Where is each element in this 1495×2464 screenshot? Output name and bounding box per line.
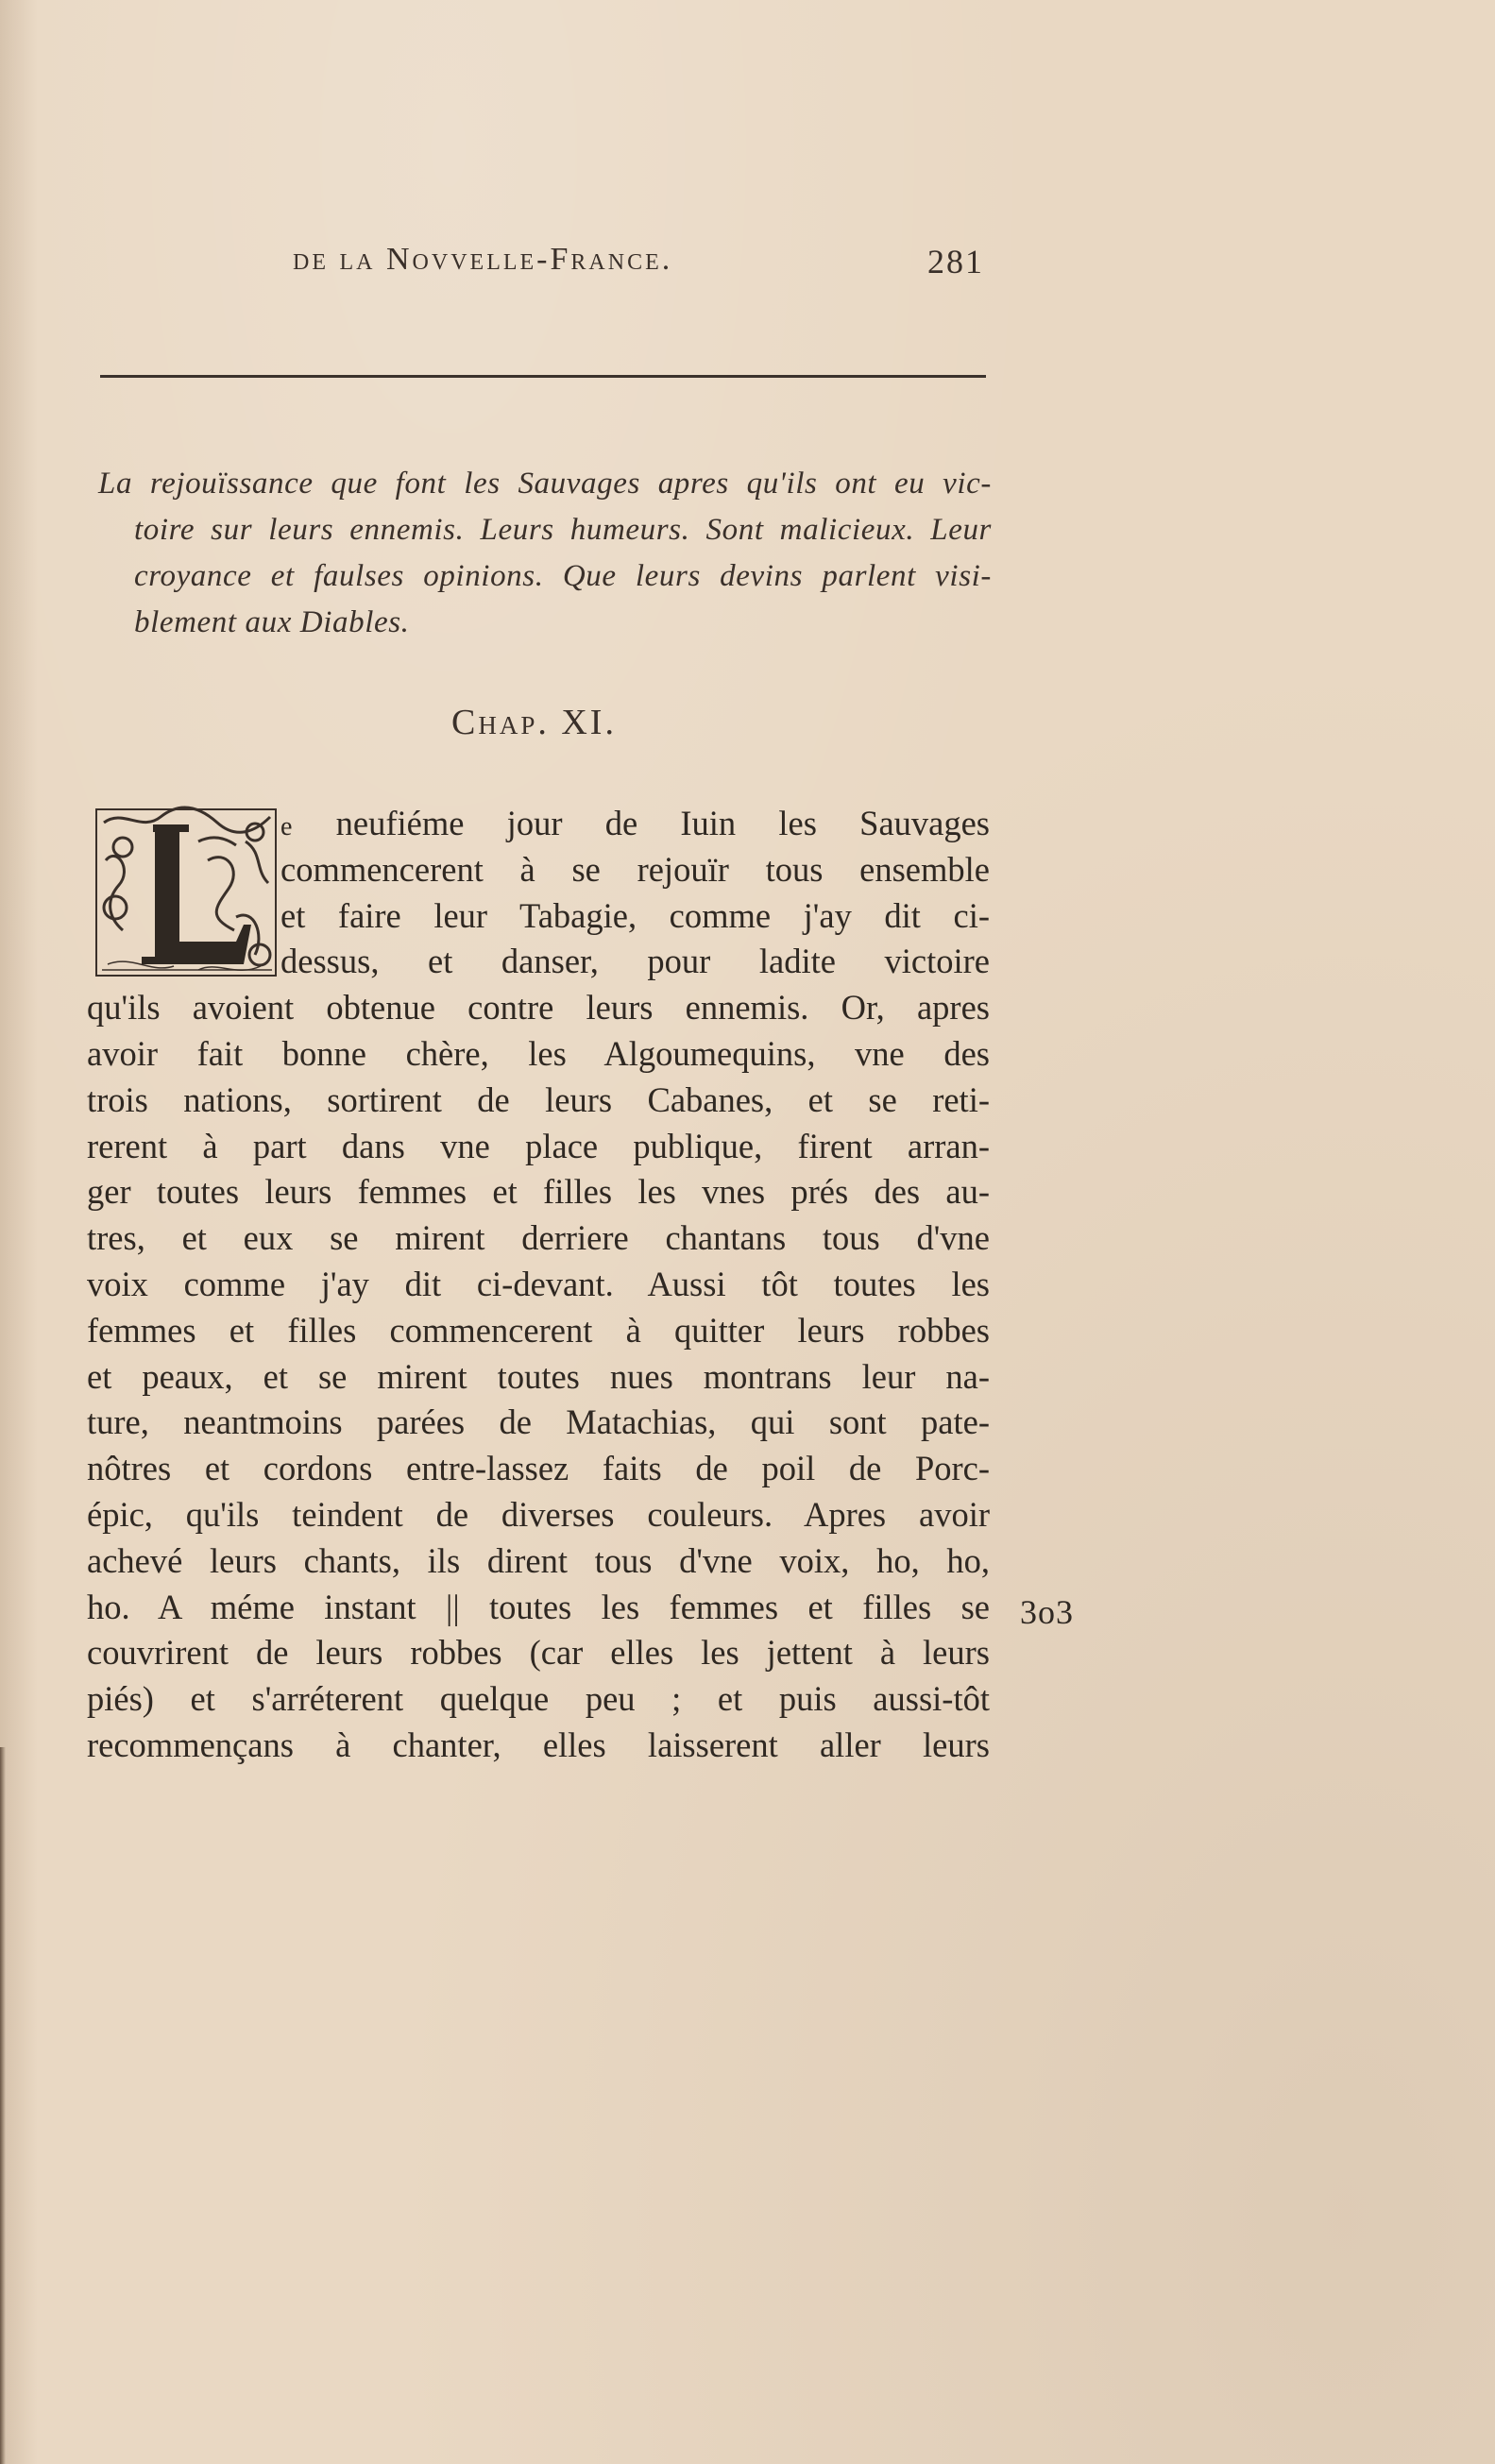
binding-shadow: [0, 1747, 6, 2464]
text-line: ture, neantmoins parées de Matachias, qui sont pate-: [87, 1402, 990, 1442]
text-line: rerent à part dans vne place publique, firent arran-: [87, 1126, 990, 1165]
text-line: avoir fait bonne chère, les Algoumequins, vne des: [87, 1033, 990, 1073]
summary-line: blement aux Diables.: [134, 605, 410, 639]
text-line: femmes et filles commencerent à quitter leurs robbes: [87, 1310, 990, 1350]
text-line: commencerent à se rejouïr tous ensemble: [280, 849, 990, 889]
text-line: qu'ils avoient obtenue contre leurs ennemis. Or, apres: [87, 988, 990, 1028]
text-line: trois nations, sortirent de leurs Cabanes, et se reti-: [87, 1079, 990, 1119]
summary-line: toire sur leurs ennemis. Leurs humeurs. Sont malicieux. Leur: [134, 513, 992, 547]
text-line: dessus, et danser, pour ladite victoire: [280, 942, 990, 981]
text-line: et peaux, et se mirent toutes nues montrans leur na-: [87, 1356, 990, 1396]
text-line: couvrirent de leurs robbes (car elles les jettent à leurs: [87, 1633, 990, 1673]
body-text: [87, 801, 990, 1769]
text-line: épic, qu'ils teindent de diverses couleurs. Apres avoir: [87, 1494, 990, 1534]
chapter-summary: [98, 461, 992, 646]
text-line: ho. A méme instant || toutes les femmes et filles se: [87, 1587, 990, 1626]
running-title: de la Novvelle-France.: [293, 242, 673, 277]
running-head: [293, 242, 992, 289]
text-line: et faire leur Tabagie, comme j'ay dit ci-: [280, 895, 990, 935]
initial-continuation: e: [280, 812, 294, 841]
text-line: piés) et s'arréterent quelque peu ; et puis aussi-tôt: [87, 1679, 990, 1719]
header-rule: [100, 375, 986, 378]
summary-line: croyance et faulses opinions. Que leurs devins parlent visi-: [134, 559, 992, 593]
text-line: tres, et eux se mirent derriere chantans tous d'vne: [87, 1218, 990, 1258]
text-line: ger toutes leurs femmes et filles les vnes prés des au-: [87, 1172, 990, 1212]
first-line-text: neufiéme jour de Iuin les Sauvages: [335, 804, 991, 842]
summary-line: La rejouïssance que font les Sauvages apres qu'ils ont eu vic-: [98, 467, 992, 501]
text-line: recommençans à chanter, elles laisserent aller leurs: [87, 1725, 990, 1764]
text-line: achevé leurs chants, ils dirent tous d'vne voix, ho, ho,: [87, 1540, 990, 1580]
page-number: 281: [927, 243, 984, 280]
margin-page-reference: 3o3: [1020, 1593, 1074, 1631]
text-line: [87, 801, 990, 847]
chapter-title: Chap. XI.: [451, 703, 617, 742]
text-line: voix comme j'ay dit ci-devant. Aussi tôt toutes les: [87, 1264, 990, 1303]
text-line: nôtres et cordons entre-lassez faits de poil de Porc-: [87, 1449, 990, 1488]
